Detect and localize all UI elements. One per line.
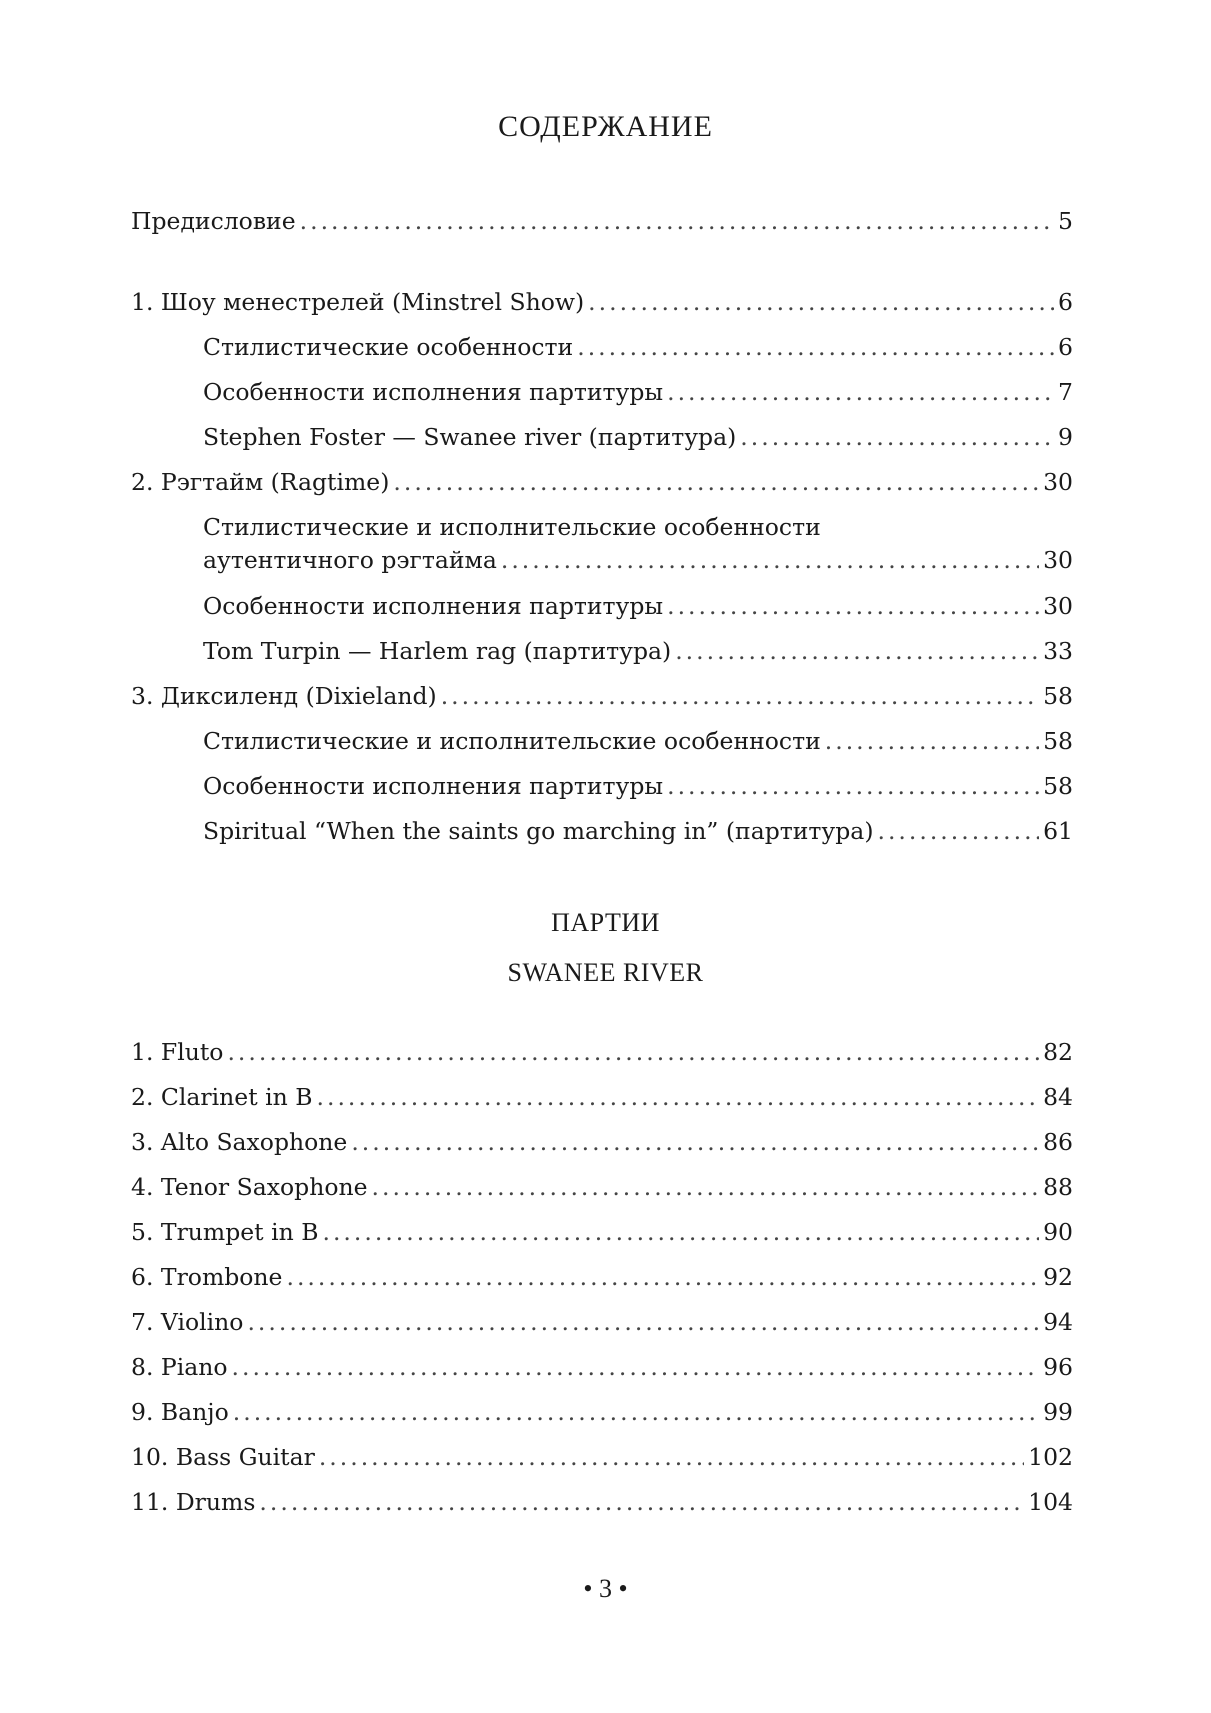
- toc-entry-title: Стилистические и исполнительские особенности: [203, 727, 821, 755]
- page-number: • 3 •: [583, 1574, 628, 1603]
- dot-leader: [227, 1036, 1039, 1069]
- toc-entry-title-line2: аутентичного рэгтайма: [203, 546, 497, 574]
- toc-entry-page: 90: [1043, 1218, 1073, 1246]
- dot-leader: [877, 815, 1039, 848]
- toc-entry-page: 30: [1043, 592, 1073, 620]
- toc-subentry-dixieland-style[interactable]: [203, 725, 1073, 758]
- toc-subentry-ragtime-performance[interactable]: [203, 590, 1073, 623]
- toc-entry-title: 4. Tenor Saxophone: [131, 1173, 368, 1201]
- dot-leader: [372, 1171, 1040, 1204]
- toc-entry-page: 6: [1058, 333, 1073, 361]
- toc-entry-page: 88: [1043, 1173, 1073, 1201]
- toc-entry-title: Особенности исполнения партитуры: [203, 378, 664, 406]
- toc-entry-title: 7. Violino: [131, 1308, 244, 1336]
- dot-leader: [351, 1126, 1039, 1159]
- toc-entry-page: 7: [1058, 378, 1073, 406]
- dot-leader: [232, 1351, 1040, 1384]
- toc-part-fluto[interactable]: [131, 1036, 1073, 1069]
- toc-entry-dixieland[interactable]: [131, 680, 1073, 713]
- toc-part-trumpet[interactable]: [131, 1216, 1073, 1249]
- dot-leader: [825, 725, 1039, 758]
- toc-part-clarinet[interactable]: [131, 1081, 1073, 1114]
- toc-entry-page: 30: [1043, 546, 1073, 574]
- toc-entry-title: 1. Шоу менестрелей (Minstrel Show): [131, 288, 585, 316]
- toc-entry-title: 2. Clarinet in B: [131, 1083, 313, 1111]
- dot-leader: [233, 1396, 1039, 1429]
- dot-leader: [501, 544, 1039, 577]
- toc-entry-page: 82: [1043, 1038, 1073, 1066]
- toc-entry-page: 61: [1043, 817, 1073, 845]
- dot-leader: [441, 680, 1039, 713]
- toc-entry-title: Особенности исполнения партитуры: [203, 592, 664, 620]
- dot-leader: [740, 421, 1054, 454]
- toc-part-alto-sax[interactable]: [131, 1126, 1073, 1159]
- dot-leader: [319, 1441, 1024, 1474]
- dot-leader: [300, 205, 1054, 238]
- dot-leader: [667, 376, 1054, 409]
- toc-entry-page: 58: [1043, 727, 1073, 755]
- toc-entry-page: 5: [1058, 207, 1073, 235]
- toc-entry-title: Tom Turpin — Harlem rag (партитура): [203, 637, 672, 665]
- dot-leader: [675, 635, 1039, 668]
- toc-entry-title: Stephen Foster — Swanee river (партитура): [203, 423, 737, 451]
- toc-entry-title: 2. Рэгтайм (Ragtime): [131, 468, 390, 496]
- toc-entry-page: 84: [1043, 1083, 1073, 1111]
- toc-part-drums[interactable]: [131, 1486, 1073, 1519]
- dot-leader: [247, 1306, 1039, 1339]
- toc-subentry-minstrel-style[interactable]: [203, 331, 1073, 364]
- toc-entry-page: 99: [1043, 1398, 1073, 1426]
- toc-entry-page: 104: [1028, 1488, 1073, 1516]
- toc-entry-title: 8. Piano: [131, 1353, 228, 1381]
- toc-part-trombone[interactable]: [131, 1261, 1073, 1294]
- toc-entry-page: 9: [1058, 423, 1073, 451]
- toc-entry-title: Особенности исполнения партитуры: [203, 772, 664, 800]
- toc-entry-title: 9. Banjo: [131, 1398, 229, 1426]
- toc-subentry-swanee-river-score[interactable]: [203, 421, 1073, 454]
- dot-leader: [259, 1486, 1024, 1519]
- toc-part-piano[interactable]: [131, 1351, 1073, 1384]
- toc-subentry-ragtime-style[interactable]: [203, 511, 1073, 577]
- toc-entry-page: 6: [1058, 288, 1073, 316]
- dot-leader: [286, 1261, 1039, 1294]
- toc-entry-page: 92: [1043, 1263, 1073, 1291]
- toc-part-violino[interactable]: [131, 1306, 1073, 1339]
- toc-entry-line2: [203, 544, 1073, 577]
- toc-entry-title: 3. Alto Saxophone: [131, 1128, 348, 1156]
- dot-leader: [667, 770, 1039, 803]
- toc-entry-page: 94: [1043, 1308, 1073, 1336]
- toc-entry-page: 96: [1043, 1353, 1073, 1381]
- toc-entry-title: Стилистические особенности: [203, 333, 574, 361]
- dot-leader: [667, 590, 1039, 623]
- swanee-river-heading: SWANEE RIVER: [507, 958, 704, 987]
- toc-entry-page: 30: [1043, 468, 1073, 496]
- toc-entry-ragtime[interactable]: [131, 466, 1073, 499]
- toc-entry-title: Предисловие: [131, 207, 296, 235]
- toc-entry-title: Spiritual “When the saints go marching in” (партитура): [203, 817, 874, 845]
- toc-entry-page: 102: [1028, 1443, 1073, 1471]
- dot-leader: [393, 466, 1039, 499]
- toc-entry-title: 6. Trombone: [131, 1263, 283, 1291]
- toc-subentry-harlem-rag-score[interactable]: [203, 635, 1073, 668]
- toc-part-bass-guitar[interactable]: [131, 1441, 1073, 1474]
- toc-entry-title: 11. Drums: [131, 1488, 256, 1516]
- dot-leader: [588, 286, 1054, 319]
- dot-leader: [322, 1216, 1039, 1249]
- toc-entry-page: 86: [1043, 1128, 1073, 1156]
- toc-subentry-saints-score[interactable]: [203, 815, 1073, 848]
- toc-part-banjo[interactable]: [131, 1396, 1073, 1429]
- toc-entry-minstrel-show[interactable]: [131, 286, 1073, 319]
- page-title: СОДЕРЖАНИЕ: [498, 110, 713, 143]
- toc-part-tenor-sax[interactable]: [131, 1171, 1073, 1204]
- toc-entry-title: 5. Trumpet in B: [131, 1218, 319, 1246]
- toc-entry-title: 1. Fluto: [131, 1038, 224, 1066]
- toc-entry-title-line1: Стилистические и исполнительские особенности: [203, 513, 821, 541]
- toc-entry-title: 3. Диксиленд (Dixieland): [131, 682, 437, 710]
- toc-subentry-minstrel-performance[interactable]: [203, 376, 1073, 409]
- dot-leader: [577, 331, 1054, 364]
- toc-entry-page: 33: [1043, 637, 1073, 665]
- dot-leader: [317, 1081, 1040, 1114]
- toc-entry-page: 58: [1043, 772, 1073, 800]
- toc-entry-title: 10. Bass Guitar: [131, 1443, 315, 1471]
- parts-heading: ПАРТИИ: [551, 908, 660, 937]
- toc-subentry-dixieland-performance[interactable]: [203, 770, 1073, 803]
- toc-entry-preface[interactable]: [131, 205, 1073, 238]
- toc-entry-page: 58: [1043, 682, 1073, 710]
